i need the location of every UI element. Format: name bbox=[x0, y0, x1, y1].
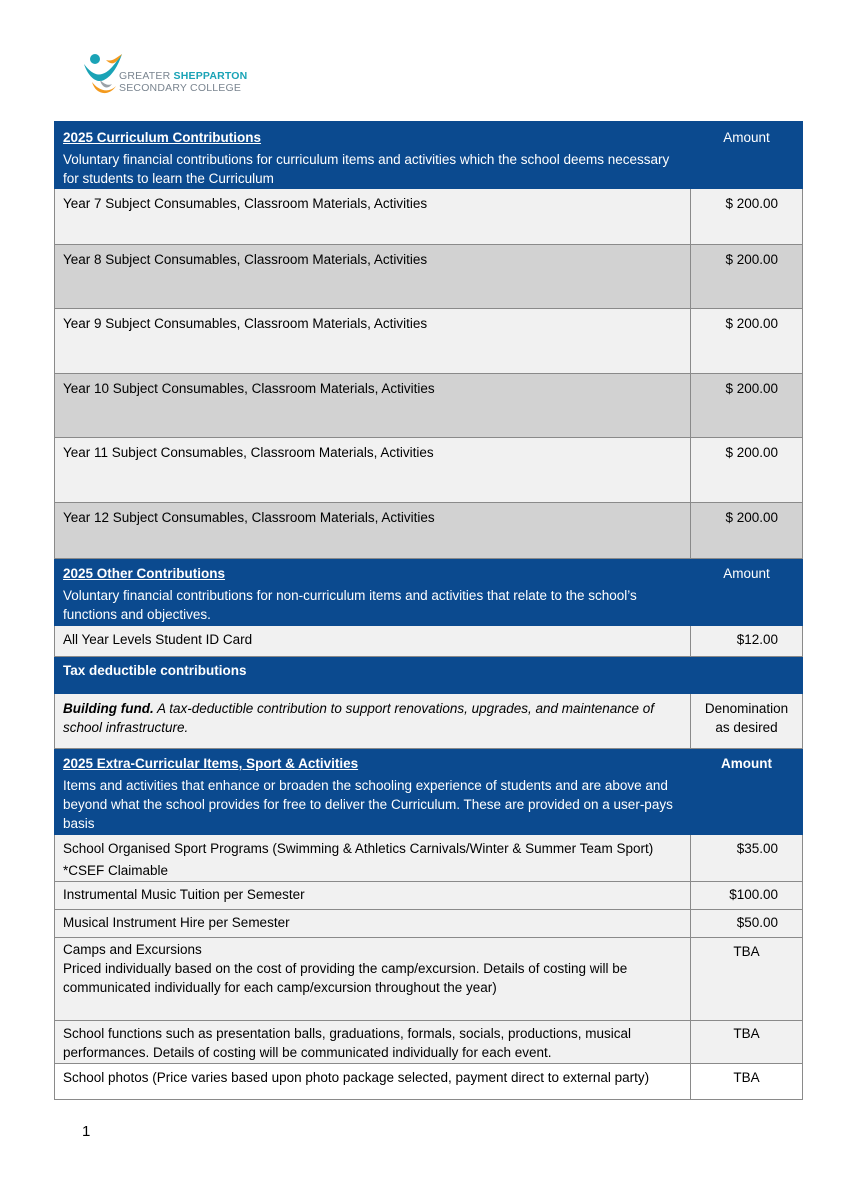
tax-header-row bbox=[55, 657, 803, 694]
extra-amount-header: Amount bbox=[691, 749, 803, 835]
other-amount-header: Amount bbox=[691, 559, 803, 626]
music-tuition-amount: $100.00 bbox=[691, 882, 803, 910]
camps-amount: TBA bbox=[691, 938, 803, 1021]
extra-header-row bbox=[55, 749, 803, 835]
curriculum-item-year7: Year 7 Subject Consumables, Classroom Materials, Activities bbox=[55, 189, 691, 245]
college-name-line1-a: GREATER bbox=[119, 70, 174, 82]
curriculum-amount-year9: $ 200.00 bbox=[691, 309, 803, 374]
page-number: 1 bbox=[82, 1123, 91, 1140]
music-tuition-item: Instrumental Music Tuition per Semester bbox=[55, 882, 691, 910]
extra-header-cell bbox=[55, 749, 691, 835]
school-photos-amount: TBA bbox=[691, 1064, 803, 1100]
table-row bbox=[55, 910, 803, 938]
curriculum-item-year9: Year 9 Subject Consumables, Classroom Materials, Activities bbox=[55, 309, 691, 374]
school-functions-amount: TBA bbox=[691, 1021, 803, 1064]
table-row bbox=[55, 938, 803, 1021]
college-logo bbox=[82, 50, 252, 100]
school-functions-item: School functions such as presentation balls, graduations, formals, socials, productions, musical performances. Details of costing will be communicated individually for each event. bbox=[55, 1021, 691, 1064]
other-amount-id-card: $12.00 bbox=[691, 626, 803, 657]
school-photos-item: School photos (Price varies based upon photo package selected, payment direct to external party) bbox=[55, 1064, 691, 1100]
instrument-hire-item: Musical Instrument Hire per Semester bbox=[55, 910, 691, 938]
table-row bbox=[55, 882, 803, 910]
camps-text: Priced individually based on the cost of providing the camp/excursion. Details of costing will be communicated individually for each camp/excursion throughout the year) bbox=[63, 961, 628, 995]
curriculum-amount-header: Amount bbox=[691, 122, 803, 189]
building-fund-cell bbox=[55, 694, 691, 749]
curriculum-amount-year10: $ 200.00 bbox=[691, 374, 803, 438]
table-row bbox=[55, 1021, 803, 1064]
curriculum-item-year8: Year 8 Subject Consumables, Classroom Materials, Activities bbox=[55, 245, 691, 309]
curriculum-description: Voluntary financial contributions for curriculum items and activities which the school deems necessary for students to learn the Curriculum bbox=[63, 152, 670, 186]
tax-heading: Tax deductible contributions bbox=[55, 657, 803, 694]
other-header-cell bbox=[55, 559, 691, 626]
sport-program-amount: $35.00 bbox=[691, 835, 803, 882]
extra-heading: 2025 Extra-Curricular Items, Sport & Activities bbox=[63, 756, 359, 771]
table-row bbox=[55, 1064, 803, 1100]
sport-program-item: School Organised Sport Programs (Swimming & Athletics Carnivals/Winter & Summer Team Sport) bbox=[63, 841, 654, 856]
curriculum-item-year11: Year 11 Subject Consumables, Classroom Materials, Activities bbox=[55, 438, 691, 503]
camps-cell bbox=[55, 938, 691, 1021]
table-row bbox=[55, 626, 803, 657]
curriculum-amount-year11: $ 200.00 bbox=[691, 438, 803, 503]
table-row bbox=[55, 438, 803, 503]
building-fund-text: A tax-deductible contribution to support renovations, upgrades, and maintenance of school infrastructure. bbox=[63, 701, 655, 735]
sport-program-cell bbox=[55, 835, 691, 882]
curriculum-item-year10: Year 10 Subject Consumables, Classroom Materials, Activities bbox=[55, 374, 691, 438]
building-fund-title: Building fund. bbox=[63, 701, 154, 716]
table-row bbox=[55, 835, 803, 882]
other-header-row bbox=[55, 559, 803, 626]
table-row bbox=[55, 309, 803, 374]
college-name-line2: SECONDARY COLLEGE bbox=[119, 82, 242, 94]
other-item-id-card: All Year Levels Student ID Card bbox=[55, 626, 691, 657]
table-row bbox=[55, 503, 803, 559]
curriculum-amount-year7: $ 200.00 bbox=[691, 189, 803, 245]
curriculum-header-row bbox=[55, 122, 803, 189]
extra-description: Items and activities that enhance or broaden the schooling experience of students and are above and beyond what the school provides for free to deliver the Curriculum. These are provided on a user-pays basis bbox=[63, 778, 673, 831]
other-description: Voluntary financial contributions for non-curriculum items and activities that relate to the school’s functions and objectives. bbox=[63, 588, 637, 622]
curriculum-amount-year12: $ 200.00 bbox=[691, 503, 803, 559]
table-row bbox=[55, 189, 803, 245]
contributions-table bbox=[54, 121, 803, 1100]
college-name-line1-b: SHEPPARTON bbox=[173, 70, 248, 82]
camps-title: Camps and Excursions bbox=[63, 942, 202, 957]
instrument-hire-amount: $50.00 bbox=[691, 910, 803, 938]
curriculum-amount-year8: $ 200.00 bbox=[691, 245, 803, 309]
table-row bbox=[55, 245, 803, 309]
other-heading: 2025 Other Contributions bbox=[63, 566, 226, 581]
curriculum-header-cell bbox=[55, 122, 691, 189]
table-row bbox=[55, 374, 803, 438]
curriculum-heading: 2025 Curriculum Contributions bbox=[63, 130, 262, 145]
curriculum-item-year12: Year 12 Subject Consumables, Classroom Materials, Activities bbox=[55, 503, 691, 559]
building-fund-amount: Denomination as desired bbox=[691, 694, 803, 749]
csef-note: *CSEF Claimable bbox=[63, 863, 169, 878]
table-row bbox=[55, 694, 803, 749]
college-name bbox=[119, 70, 247, 94]
